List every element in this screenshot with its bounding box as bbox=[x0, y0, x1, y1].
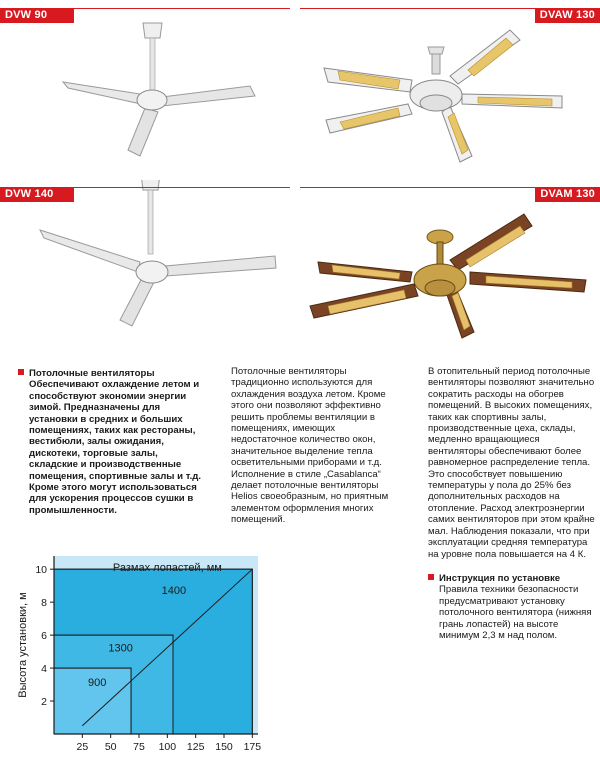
zone-label: 900 bbox=[88, 677, 107, 690]
section-heading: Потолочные вентиляторы bbox=[29, 368, 155, 379]
fan-panel-dvaw-130 bbox=[300, 0, 600, 180]
fan-panel-dvam-130 bbox=[300, 180, 600, 350]
bullet-icon bbox=[428, 574, 434, 580]
install-text: Правила техники безопасности предусматривают установку потолочного вентилятора (нижняя грань лопастей) на высоте минимум 2,3 м над полом. bbox=[439, 584, 592, 641]
summer-column bbox=[231, 366, 403, 526]
y-tick-label: 8 bbox=[41, 597, 47, 610]
model-tag: DVW 90 bbox=[0, 8, 74, 23]
y-tick-label: 10 bbox=[35, 564, 47, 577]
x-tick-label: 75 bbox=[133, 741, 145, 753]
fan-panel-dvw-140 bbox=[0, 180, 290, 350]
chart-title: Размах лопастей, мм bbox=[112, 562, 222, 574]
x-tick-label: 125 bbox=[186, 741, 205, 753]
fan-panel-dvw-90 bbox=[0, 0, 290, 180]
model-tag: DVAM 130 bbox=[535, 187, 600, 202]
model-tag: DVAW 130 bbox=[535, 8, 600, 23]
install-heading: Инструкция по установке bbox=[439, 572, 561, 584]
install-height-chart bbox=[8, 548, 268, 764]
y-tick-label: 6 bbox=[41, 630, 47, 643]
zone-label: 1400 bbox=[161, 584, 187, 597]
x-tick-label: 50 bbox=[104, 741, 117, 753]
x-tick-label: 25 bbox=[76, 741, 89, 753]
chart-svg bbox=[8, 548, 268, 764]
fan-dvw-140-image bbox=[0, 180, 290, 350]
zone-label: 1300 bbox=[108, 642, 133, 655]
x-tick-label: 150 bbox=[215, 741, 233, 753]
intro-column bbox=[18, 368, 206, 516]
x-tick-label: 175 bbox=[243, 741, 262, 753]
y-tick-label: 2 bbox=[41, 696, 47, 709]
fan-dvw-90-image bbox=[0, 0, 290, 180]
winter-column bbox=[428, 366, 596, 641]
y-tick-label: 4 bbox=[41, 663, 47, 676]
model-tag: DVW 140 bbox=[0, 187, 74, 202]
fan-dvaw-130-image bbox=[300, 0, 600, 180]
y-axis-label: Высота установки, м bbox=[17, 592, 29, 698]
fan-dvam-130-image bbox=[300, 180, 600, 350]
bullet-icon bbox=[18, 369, 24, 375]
winter-text: В отопительный период потолочные вентиляторы позволяют значительно сократить расходы на обогрев помещений. В высоких помещениях, таких как спортивны залы, производственные цеха, склады, медленно вращающиеся вентиляторы обеспечивают более равномерное распределение тепла. Это способствует повышению температуры у пола до 25% без дополнительных расходов на отопление. Расход электроэнергии самих вентиляторов при этом крайне мал. Наблюдения показали, что при эксплуатации средняя температура на уровне пола повышается на 4 К. bbox=[428, 366, 595, 560]
x-tick-label: 100 bbox=[158, 741, 177, 753]
summer-text: Потолочные вентиляторы традиционно используются для охлаждения воздуха летом. Кроме этого они позволяют эффективно решить проблемы вентиляции в помещениях, имеющих недостаточное количество окон, значительное выделение тепла осветительными приборами и т.д. Исполнение в стиле „Casablanca“ делает потолочные вентиляторы Helios своеобразным, но приятным элементом оформления многих помещений. bbox=[231, 366, 389, 526]
intro-text: Обеспечивают охлаждение летом и способствуют экономии энергии зимой. Предназначены для установки в средних и больших помещениях, таких как рестораны, вестибюли, залы ожидания, дискотеки, торговые залы, складские и производственные помещения, спортивные залы и т.д. Кроме этого могут использоваться для ускорения процессов сушки в промышленности. bbox=[29, 379, 201, 516]
